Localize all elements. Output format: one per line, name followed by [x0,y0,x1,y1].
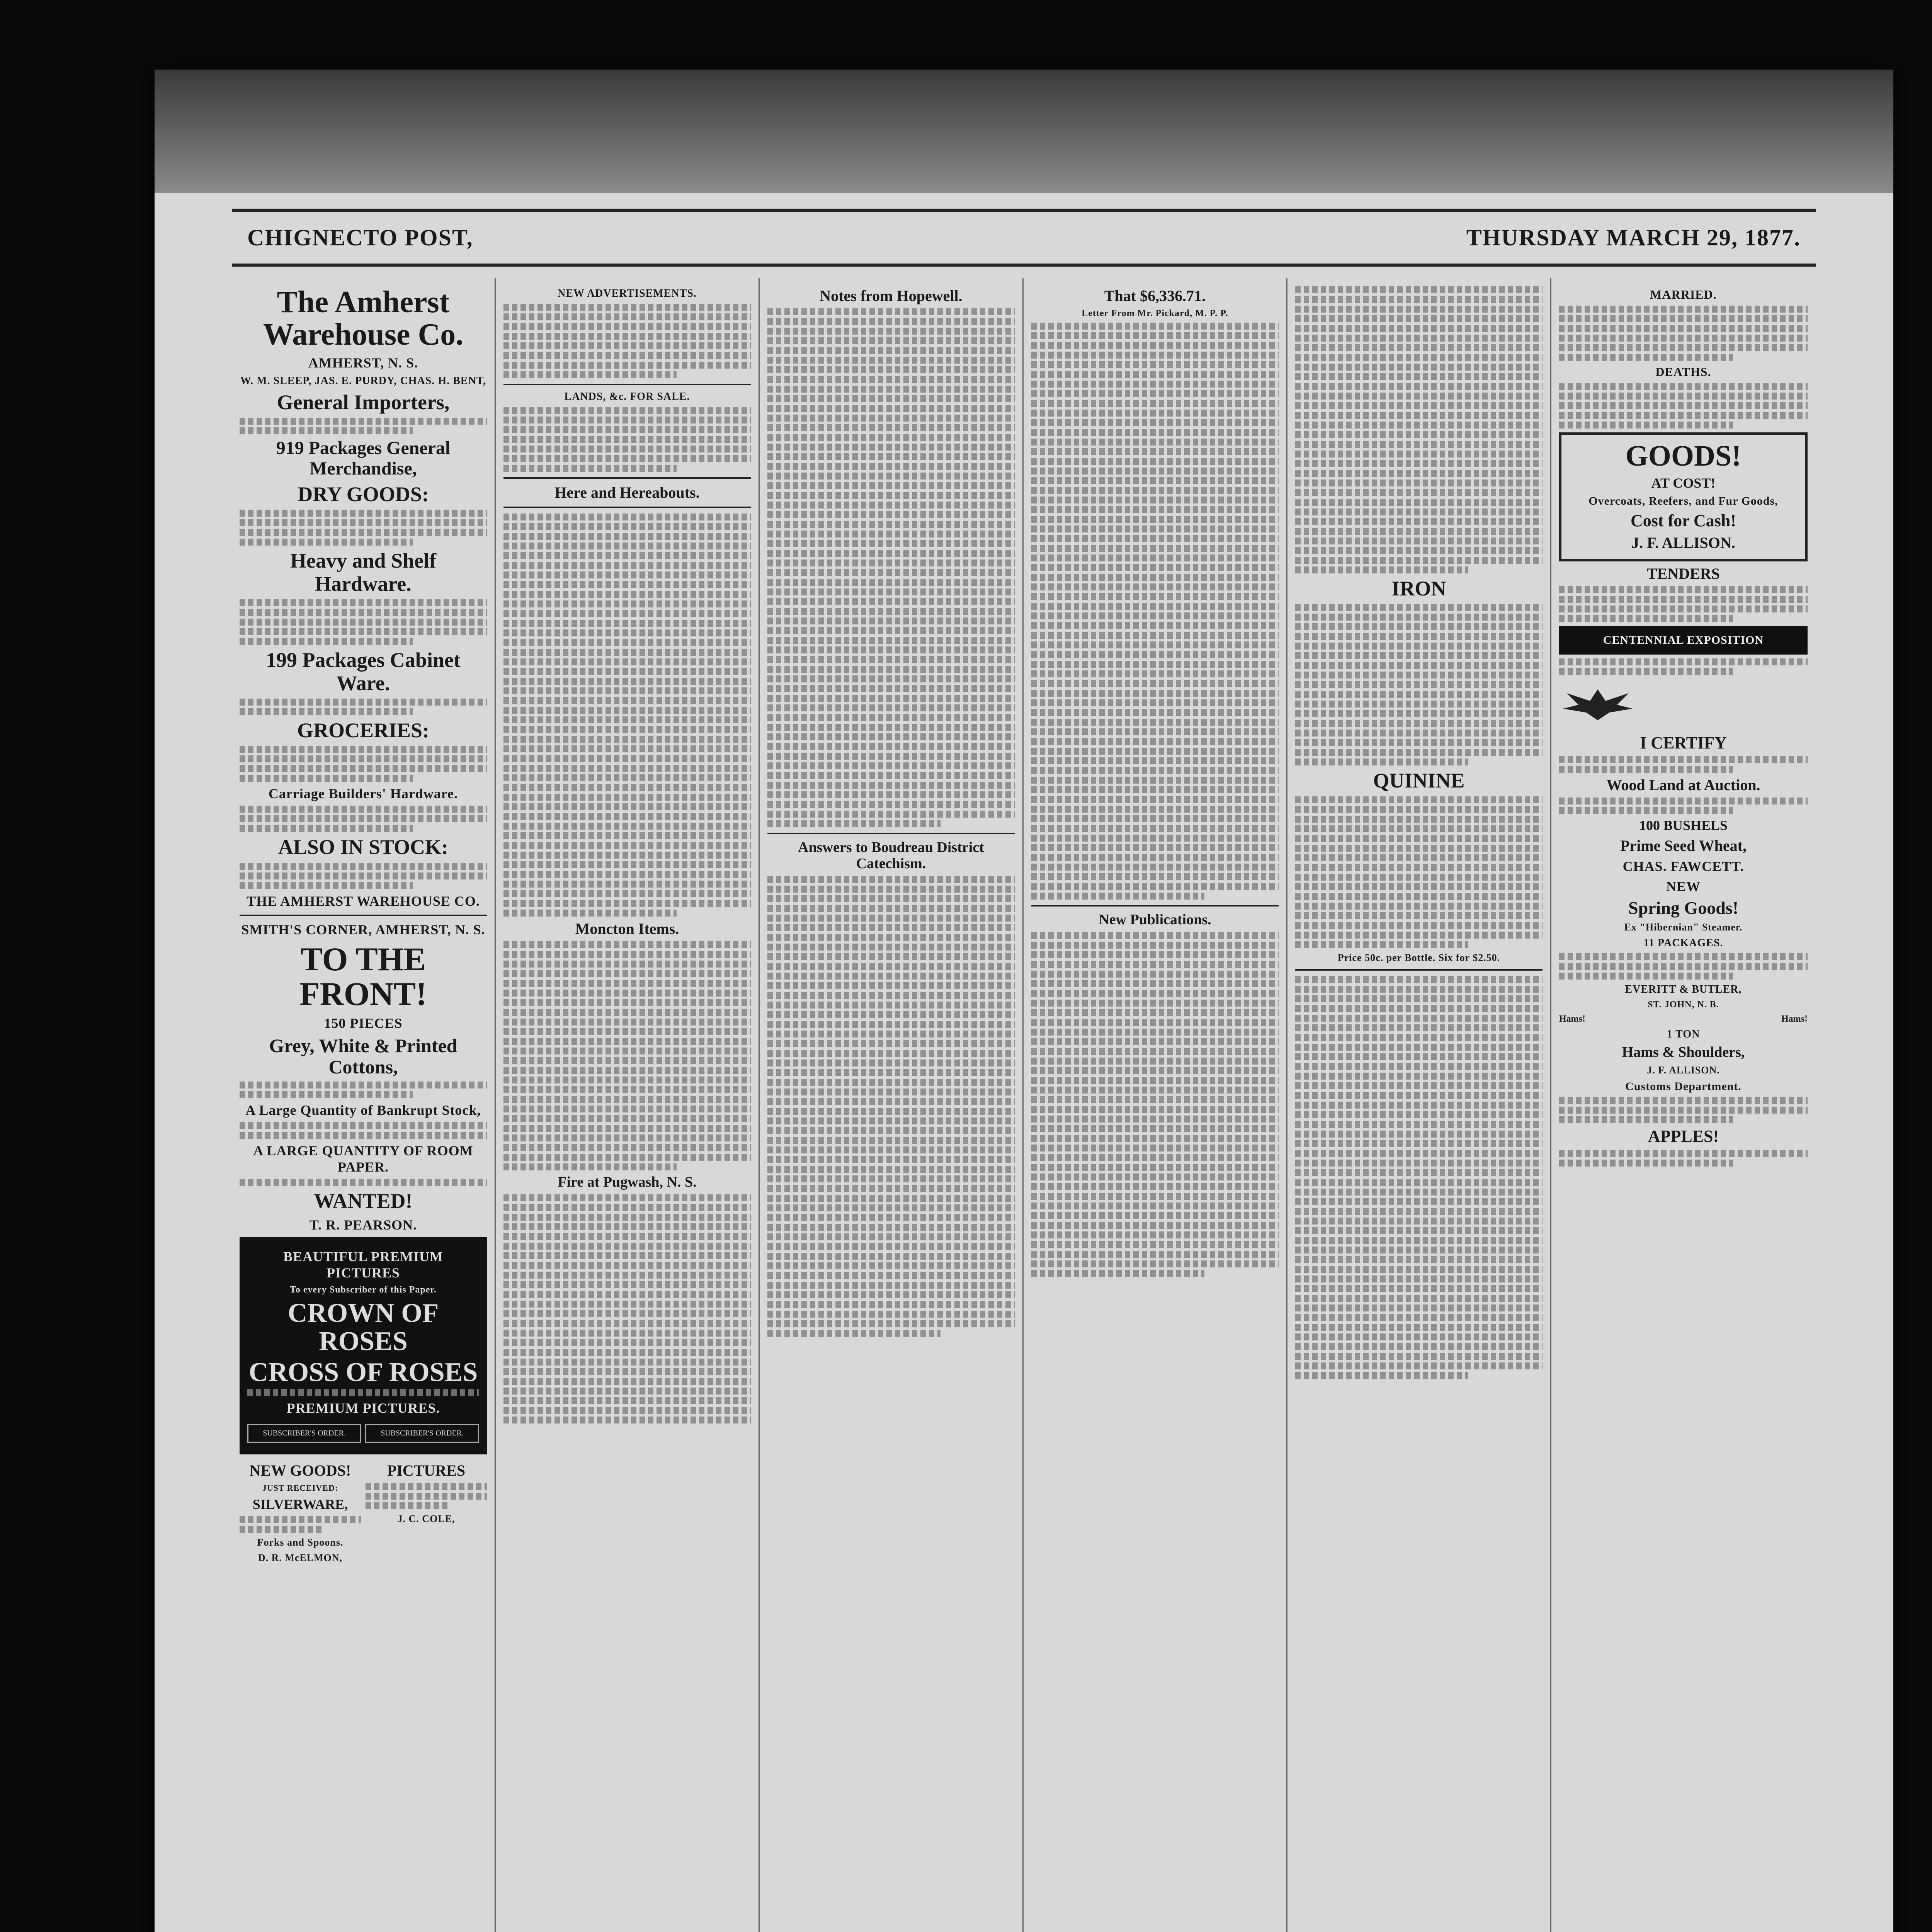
cross-heading: CROSS OF ROSES [248,1357,478,1387]
goods-heading: GOODS! [1625,440,1742,472]
ad-subtitle: General Importers, [277,391,450,414]
ad-signature: EVERITT & BUTLER, [1625,983,1742,996]
ad-signature: J. F. ALLISON. [1647,1065,1720,1076]
ad-title: SMITH'S CORNER, AMHERST, N. S. [241,922,485,937]
ad-heading: Carriage Builders' Hardware. [268,786,458,802]
eagle-icon [1559,682,1636,724]
ad-heading: 1 TON [1667,1028,1700,1041]
scan-shadow [155,70,1893,193]
premium-pictures: PREMIUM PICTURES. [286,1400,440,1416]
premium-subtitle: To every Subscriber of this Paper. [290,1284,437,1295]
section-heading: MARRIED. [1650,287,1717,301]
ad-heading: Customs Department. [1625,1080,1742,1093]
section-heading: That $6,336.71. [1104,287,1206,304]
ad-place: AMHERST, N. S. [308,355,418,371]
ad-subtitle: 150 PIECES [324,1015,403,1031]
column-2 [496,278,760,1932]
column-1 [232,278,496,1932]
section-heading: LANDS, &c. FOR SALE. [564,391,690,403]
centennial-heading: CENTENNIAL EXPOSITION [1603,633,1764,646]
premium-title: BEAUTIFUL PREMIUM PICTURES [283,1248,444,1281]
ad-signature: ST. JOHN, N. B. [1648,1000,1719,1010]
section-heading: Fire at Pugwash, N. S. [558,1174,697,1190]
section-heading: Notes from Hopewell. [820,287,963,304]
price-line: Price 50c. per Bottle. Six for $2.50. [1337,952,1500,963]
column-3 [760,278,1024,1932]
section-heading: QUININE [1373,769,1465,793]
goods-sub: AT COST! [1651,475,1716,491]
section-heading: IRON [1391,577,1446,600]
paper-name: CHIGNECTO POST, [247,224,473,250]
hams-heading: Hams! [1781,1014,1808,1024]
newspaper-page [155,70,1893,1932]
ad-footer: THE AMHERST WAREHOUSE CO. [247,893,480,909]
crown-heading: CROWN OF ROSES [287,1298,439,1357]
ad-title: The Amherst Warehouse Co. [263,285,464,352]
ad-heading: Heavy and Shelf Hardware. [290,549,437,595]
goods-items: Overcoats, Reefers, and Fur Goods, [1588,495,1778,508]
ad-heading: TENDERS [1647,565,1720,582]
column-6 [1551,278,1815,1932]
ad-heading: GROCERIES: [297,718,430,742]
ad-subtitle: Ex "Hibernian" Steamer. [1624,922,1743,933]
ad-signature: T. R. PEARSON. [309,1217,417,1233]
ad-heading: I CERTIFY [1640,733,1727,752]
ad-heading: A Large Quantity of Bankrupt Stock, [245,1102,481,1118]
column-4 [1024,278,1287,1932]
ad-heading: APPLES! [1648,1127,1719,1146]
premium-ad [240,1237,487,1455]
ad-heading: 919 Packages General Merchandise, [276,438,451,479]
ad-signature: D. R. McELMON, [258,1552,343,1563]
order-coupon[interactable]: SUBSCRIBER'S ORDER. [365,1424,479,1443]
ad-subtitle: 11 PACKAGES. [1643,937,1723,949]
section-heading: NEW ADVERTISEMENTS. [558,287,697,299]
ad-heading: Grey, White & Printed Cottons, [269,1035,457,1078]
section-heading: Moncton Items. [575,920,679,937]
section-heading: Here and Hereabouts. [554,484,700,501]
issue-date: THURSDAY MARCH 29, 1877. [1466,224,1801,250]
section-heading: DEATHS. [1655,365,1711,379]
ad-heading: ALSO IN STOCK: [278,835,449,859]
ad-title: NEW GOODS! [249,1462,351,1480]
column-5 [1287,278,1551,1932]
ad-proprietors: W. M. SLEEP, JAS. E. PURDY, CHAS. H. BENT, [240,375,486,387]
ad-signature: J. C. COLE, [397,1513,455,1525]
ad-heading: 100 BUSHELS [1639,818,1728,833]
ad-signature: CHAS. FAWCETT. [1622,858,1744,874]
ad-heading: Wood Land at Auction. [1606,776,1760,794]
ad-subtitle: JUST RECEIVED: [262,1483,338,1493]
order-coupon[interactable]: SUBSCRIBER'S ORDER. [247,1424,361,1443]
ad-heading: WANTED! [314,1189,413,1213]
centennial-ad [1559,626,1808,655]
goods-cost: Cost for Cash! [1631,511,1736,531]
ad-title: PICTURES [387,1462,466,1480]
section-subheading: Letter From Mr. Pickard, M. P. P. [1082,308,1228,318]
masthead [232,209,1816,267]
goods-signature: J. F. ALLISON. [1631,534,1735,551]
ad-heading: NEW [1666,878,1701,894]
ad-heading: 199 Packages Cabinet Ware. [266,648,461,695]
ad-heading: Hams & Shoulders, [1622,1044,1745,1061]
ad-title: TO THE FRONT! [299,940,427,1013]
ad-heading: A LARGE QUANTITY OF ROOM PAPER. [253,1143,473,1175]
section-heading: New Publications. [1099,912,1211,928]
ad-heading: SILVERWARE, [252,1497,348,1512]
hams-heading: Hams! [1559,1014,1585,1024]
section-heading: Answers to Boudreau District Catechism. [798,839,984,872]
goods-ad [1559,432,1808,561]
ad-heading: DRY GOODS: [298,482,429,506]
ad-heading: Prime Seed Wheat, [1620,837,1747,854]
ad-heading: Spring Goods! [1628,898,1739,918]
ad-heading: Forks and Spoons. [257,1536,344,1548]
